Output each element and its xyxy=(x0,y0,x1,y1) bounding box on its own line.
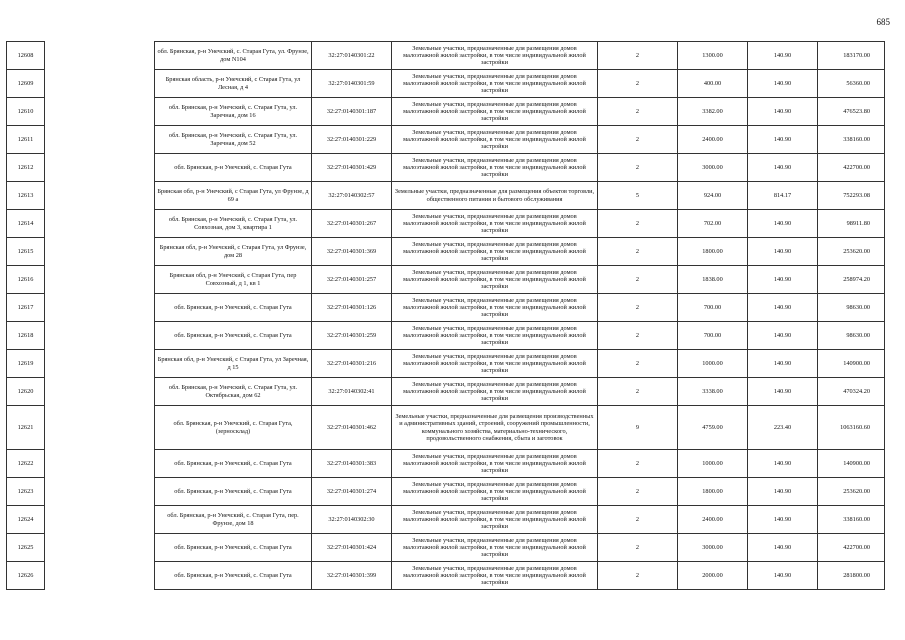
cell-cadastral-number: 32:27:0140301:22 xyxy=(312,42,392,70)
cell-record-id: 12620 xyxy=(7,378,45,406)
cell-record-id: 12626 xyxy=(7,562,45,590)
table-row xyxy=(7,478,885,506)
table-row xyxy=(7,378,885,406)
cell-area: 1838.00 xyxy=(678,266,748,294)
cell-group: 2 xyxy=(598,126,678,154)
cell-area: 3000.00 xyxy=(678,154,748,182)
cell-group: 2 xyxy=(598,534,678,562)
cell-area: 2400.00 xyxy=(678,506,748,534)
cell-cadastral-value: 56360.00 xyxy=(818,70,885,98)
cell-permitted-use: Земельные участки, предназначенные для размещения домов малоэтажной жилой застройки, в том числе индивидуальной жилой застройки xyxy=(392,266,598,294)
cell-group: 2 xyxy=(598,294,678,322)
table-body xyxy=(7,42,885,590)
cadastral-value-table xyxy=(6,41,885,590)
cell-specific-value: 140.90 xyxy=(748,154,818,182)
cell-permitted-use: Земельные участки, предназначенные для размещения домов малоэтажной жилой застройки, в том числе индивидуальной жилой застройки xyxy=(392,98,598,126)
cell-cadastral-value: 183170.00 xyxy=(818,42,885,70)
cell-permitted-use: Земельные участки, предназначенные для размещения домов малоэтажной жилой застройки, в том числе индивидуальной жилой застройки xyxy=(392,562,598,590)
page-number: 685 xyxy=(876,17,890,27)
cell-permitted-use: Земельные участки, предназначенные для размещения объектов торговли, общественного питания и бытового обслуживания xyxy=(392,182,598,210)
cell-address: Брянская обл, р-н Унечский, с Старая Гута, ул Заречная, д 15 xyxy=(155,350,312,378)
cell-specific-value: 140.90 xyxy=(748,238,818,266)
cell-record-id: 12621 xyxy=(7,406,45,450)
cell-group: 2 xyxy=(598,506,678,534)
cell-permitted-use: Земельные участки, предназначенные для размещения домов малоэтажной жилой застройки, в том числе индивидуальной жилой застройки xyxy=(392,322,598,350)
cell-group: 9 xyxy=(598,406,678,450)
cell-permitted-use: Земельные участки, предназначенные для размещения домов малоэтажной жилой застройки, в том числе индивидуальной жилой застройки xyxy=(392,294,598,322)
cell-specific-value: 140.90 xyxy=(748,294,818,322)
cell-area: 1800.00 xyxy=(678,478,748,506)
gap-cell xyxy=(45,70,155,98)
cell-cadastral-value: 98630.00 xyxy=(818,322,885,350)
cell-group: 2 xyxy=(598,70,678,98)
cell-record-id: 12612 xyxy=(7,154,45,182)
cell-cadastral-value: 140900.00 xyxy=(818,450,885,478)
cell-permitted-use: Земельные участки, предназначенные для размещения домов малоэтажной жилой застройки, в том числе индивидуальной жилой застройки xyxy=(392,154,598,182)
cell-cadastral-number: 32:27:0140302:57 xyxy=(312,182,392,210)
gap-cell xyxy=(45,534,155,562)
cell-permitted-use: Земельные участки, предназначенные для размещения домов малоэтажной жилой застройки, в том числе индивидуальной жилой застройки xyxy=(392,506,598,534)
cell-group: 5 xyxy=(598,182,678,210)
table-row xyxy=(7,98,885,126)
cell-cadastral-number: 32:27:0140302:41 xyxy=(312,378,392,406)
gap-cell xyxy=(45,126,155,154)
cell-cadastral-number: 32:27:0140301:187 xyxy=(312,98,392,126)
cell-area: 3382.00 xyxy=(678,98,748,126)
table-row xyxy=(7,210,885,238)
cell-cadastral-number: 32:27:0140301:257 xyxy=(312,266,392,294)
cell-address: обл. Брянская, р-н Унечский, с. Старая Гута, (зерносклад) xyxy=(155,406,312,450)
table-row xyxy=(7,322,885,350)
gap-cell xyxy=(45,98,155,126)
cell-cadastral-number: 32:27:0140301:424 xyxy=(312,534,392,562)
cell-record-id: 12613 xyxy=(7,182,45,210)
cell-cadastral-value: 98630.00 xyxy=(818,294,885,322)
gap-cell xyxy=(45,238,155,266)
table-row xyxy=(7,182,885,210)
cell-permitted-use: Земельные участки, предназначенные для размещения домов малоэтажной жилой застройки, в том числе индивидуальной жилой застройки xyxy=(392,238,598,266)
cell-area: 3000.00 xyxy=(678,534,748,562)
cell-address: обл. Брянская, р-н Унечский, с. Старая Гута, ул. Совхозная, дом 3, квартира 1 xyxy=(155,210,312,238)
cell-group: 2 xyxy=(598,42,678,70)
cell-group: 2 xyxy=(598,378,678,406)
cell-address: обл. Брянская, р-н Унечский, с. Старая Гута xyxy=(155,294,312,322)
cell-record-id: 12614 xyxy=(7,210,45,238)
cell-cadastral-value: 98911.80 xyxy=(818,210,885,238)
cell-specific-value: 140.90 xyxy=(748,534,818,562)
cell-permitted-use: Земельные участки, предназначенные для размещения домов малоэтажной жилой застройки, в том числе индивидуальной жилой застройки xyxy=(392,478,598,506)
cell-cadastral-value: 258974.20 xyxy=(818,266,885,294)
cell-address: Брянская область, р-н Унечский, с Старая Гута, ул Лесная, д 4 xyxy=(155,70,312,98)
table-row xyxy=(7,562,885,590)
cell-address: Брянская обл, р-н Унечский, с Старая Гута, пер Совхозный, д 1, кв 1 xyxy=(155,266,312,294)
cell-cadastral-value: 140900.00 xyxy=(818,350,885,378)
cell-cadastral-number: 32:27:0140301:229 xyxy=(312,126,392,154)
gap-cell xyxy=(45,182,155,210)
table-row xyxy=(7,126,885,154)
gap-cell xyxy=(45,154,155,182)
cell-address: обл. Брянская, р-н Унечский, с. Старая Гута, ул. Октябрьская, дом 62 xyxy=(155,378,312,406)
cell-address: обл. Брянская, р-н Унечский, с. Старая Гута xyxy=(155,478,312,506)
cell-address: Брянская обл, р-н Унечский, с Старая Гута, ул Фрунзе, д 69 а xyxy=(155,182,312,210)
cell-specific-value: 140.90 xyxy=(748,506,818,534)
cell-permitted-use: Земельные участки, предназначенные для размещения домов малоэтажной жилой застройки, в том числе индивидуальной жилой застройки xyxy=(392,70,598,98)
gap-cell xyxy=(45,506,155,534)
cell-permitted-use: Земельные участки, предназначенные для размещения домов малоэтажной жилой застройки, в том числе индивидуальной жилой застройки xyxy=(392,42,598,70)
cell-group: 2 xyxy=(598,322,678,350)
cell-cadastral-value: 338160.00 xyxy=(818,506,885,534)
table-row xyxy=(7,294,885,322)
table-row xyxy=(7,534,885,562)
cell-area: 1300.00 xyxy=(678,42,748,70)
cell-cadastral-value: 253620.00 xyxy=(818,478,885,506)
cell-area: 1000.00 xyxy=(678,450,748,478)
cell-address: обл. Брянская, р-н Унечский, с. Старая Гута xyxy=(155,562,312,590)
cell-record-id: 12609 xyxy=(7,70,45,98)
cell-cadastral-number: 32:27:0140302:30 xyxy=(312,506,392,534)
cell-address: обл. Брянская, р-н Унечский, с. Старая Гута, ул. Заречная, дом 52 xyxy=(155,126,312,154)
cell-cadastral-number: 32:27:0140301:126 xyxy=(312,294,392,322)
cell-specific-value: 140.90 xyxy=(748,322,818,350)
cell-area: 400.00 xyxy=(678,70,748,98)
gap-cell xyxy=(45,210,155,238)
gap-cell xyxy=(45,450,155,478)
cell-cadastral-value: 470324.20 xyxy=(818,378,885,406)
cell-address: обл. Брянская, р-н Унечский, с. Старая Гута xyxy=(155,534,312,562)
cell-area: 924.00 xyxy=(678,182,748,210)
cell-cadastral-value: 422700.00 xyxy=(818,154,885,182)
cell-cadastral-number: 32:27:0140301:383 xyxy=(312,450,392,478)
gap-cell xyxy=(45,266,155,294)
cell-specific-value: 140.90 xyxy=(748,126,818,154)
table-row xyxy=(7,506,885,534)
cell-permitted-use: Земельные участки, предназначенные для размещения домов малоэтажной жилой застройки, в том числе индивидуальной жилой застройки xyxy=(392,450,598,478)
cell-area: 1800.00 xyxy=(678,238,748,266)
cell-group: 2 xyxy=(598,450,678,478)
cell-address: Брянская обл, р-н Унечский, с Старая Гута, ул Фрунзе, дом 28 xyxy=(155,238,312,266)
cell-record-id: 12610 xyxy=(7,98,45,126)
cell-cadastral-number: 32:27:0140301:462 xyxy=(312,406,392,450)
gap-cell xyxy=(45,478,155,506)
cell-cadastral-value: 253620.00 xyxy=(818,238,885,266)
cell-area: 1000.00 xyxy=(678,350,748,378)
gap-cell xyxy=(45,294,155,322)
cell-area: 700.00 xyxy=(678,294,748,322)
cell-record-id: 12622 xyxy=(7,450,45,478)
cell-specific-value: 140.90 xyxy=(748,562,818,590)
cell-cadastral-value: 476523.80 xyxy=(818,98,885,126)
cell-specific-value: 140.90 xyxy=(748,450,818,478)
cell-cadastral-number: 32:27:0140301:259 xyxy=(312,322,392,350)
cell-specific-value: 140.90 xyxy=(748,378,818,406)
cell-record-id: 12619 xyxy=(7,350,45,378)
cell-specific-value: 140.90 xyxy=(748,478,818,506)
cell-specific-value: 140.90 xyxy=(748,350,818,378)
cell-area: 702.00 xyxy=(678,210,748,238)
cell-record-id: 12615 xyxy=(7,238,45,266)
table-row xyxy=(7,350,885,378)
table-row xyxy=(7,238,885,266)
cell-group: 2 xyxy=(598,210,678,238)
cell-specific-value: 140.90 xyxy=(748,266,818,294)
cell-record-id: 12618 xyxy=(7,322,45,350)
cell-record-id: 12623 xyxy=(7,478,45,506)
table-row xyxy=(7,266,885,294)
cell-record-id: 12611 xyxy=(7,126,45,154)
cell-group: 2 xyxy=(598,478,678,506)
cell-area: 3338.00 xyxy=(678,378,748,406)
gap-cell xyxy=(45,406,155,450)
cell-specific-value: 140.90 xyxy=(748,210,818,238)
cell-specific-value: 223.40 xyxy=(748,406,818,450)
table-row xyxy=(7,450,885,478)
cell-permitted-use: Земельные участки, предназначенные для размещения производственных и административных зданий, строений, сооружений промышленности, коммунального хозяйства, материально-технического, продовольственного снабжения, сбыта и заготовок xyxy=(392,406,598,450)
cell-permitted-use: Земельные участки, предназначенные для размещения домов малоэтажной жилой застройки, в том числе индивидуальной жилой застройки xyxy=(392,534,598,562)
cell-cadastral-value: 281800.00 xyxy=(818,562,885,590)
cell-group: 2 xyxy=(598,238,678,266)
cell-record-id: 12625 xyxy=(7,534,45,562)
cell-area: 4759.00 xyxy=(678,406,748,450)
cell-area: 700.00 xyxy=(678,322,748,350)
cell-permitted-use: Земельные участки, предназначенные для размещения домов малоэтажной жилой застройки, в том числе индивидуальной жилой застройки xyxy=(392,378,598,406)
cell-group: 2 xyxy=(598,266,678,294)
cell-specific-value: 814.17 xyxy=(748,182,818,210)
table-row xyxy=(7,406,885,450)
cell-address: обл. Брянская, р-н Унечский, с. Старая Гута xyxy=(155,450,312,478)
cell-cadastral-number: 32:27:0140301:369 xyxy=(312,238,392,266)
cell-cadastral-value: 1063160.60 xyxy=(818,406,885,450)
table-row xyxy=(7,70,885,98)
gap-cell xyxy=(45,562,155,590)
cell-address: обл. Брянская, р-н Унечский, с. Старая Гута, пер. Фрунзе, дом 18 xyxy=(155,506,312,534)
cell-cadastral-number: 32:27:0140301:267 xyxy=(312,210,392,238)
cell-record-id: 12608 xyxy=(7,42,45,70)
cell-specific-value: 140.90 xyxy=(748,70,818,98)
cell-cadastral-number: 32:27:0140301:59 xyxy=(312,70,392,98)
cell-permitted-use: Земельные участки, предназначенные для размещения домов малоэтажной жилой застройки, в том числе индивидуальной жилой застройки xyxy=(392,350,598,378)
cell-cadastral-value: 422700.00 xyxy=(818,534,885,562)
cell-address: обл. Брянская, р-н Унечский, с. Старая Гута xyxy=(155,154,312,182)
cell-group: 2 xyxy=(598,98,678,126)
table-row xyxy=(7,154,885,182)
cell-address: обл. Брянская, р-н Унечский, с. Старая Гута, ул. Заречная, дом 16 xyxy=(155,98,312,126)
gap-cell xyxy=(45,42,155,70)
cell-group: 2 xyxy=(598,350,678,378)
gap-cell xyxy=(45,350,155,378)
cell-cadastral-number: 32:27:0140301:274 xyxy=(312,478,392,506)
cell-cadastral-value: 752293.08 xyxy=(818,182,885,210)
cell-permitted-use: Земельные участки, предназначенные для размещения домов малоэтажной жилой застройки, в том числе индивидуальной жилой застройки xyxy=(392,210,598,238)
cell-address: обл. Брянская, р-н Унечский, с. Старая Гута xyxy=(155,322,312,350)
cell-record-id: 12616 xyxy=(7,266,45,294)
cell-cadastral-number: 32:27:0140301:429 xyxy=(312,154,392,182)
cell-area: 2400.00 xyxy=(678,126,748,154)
gap-cell xyxy=(45,378,155,406)
cell-record-id: 12624 xyxy=(7,506,45,534)
cell-cadastral-number: 32:27:0140301:399 xyxy=(312,562,392,590)
cell-record-id: 12617 xyxy=(7,294,45,322)
cell-cadastral-number: 32:27:0140301:216 xyxy=(312,350,392,378)
cell-permitted-use: Земельные участки, предназначенные для размещения домов малоэтажной жилой застройки, в том числе индивидуальной жилой застройки xyxy=(392,126,598,154)
cell-cadastral-value: 338160.00 xyxy=(818,126,885,154)
table-row xyxy=(7,42,885,70)
cell-group: 2 xyxy=(598,154,678,182)
cell-area: 2000.00 xyxy=(678,562,748,590)
cell-specific-value: 140.90 xyxy=(748,98,818,126)
cell-specific-value: 140.90 xyxy=(748,42,818,70)
gap-cell xyxy=(45,322,155,350)
cell-group: 2 xyxy=(598,562,678,590)
cell-address: обл. Брянская, р-н Унечский, с. Старая Гута, ул. Фрунзе, дом N104 xyxy=(155,42,312,70)
